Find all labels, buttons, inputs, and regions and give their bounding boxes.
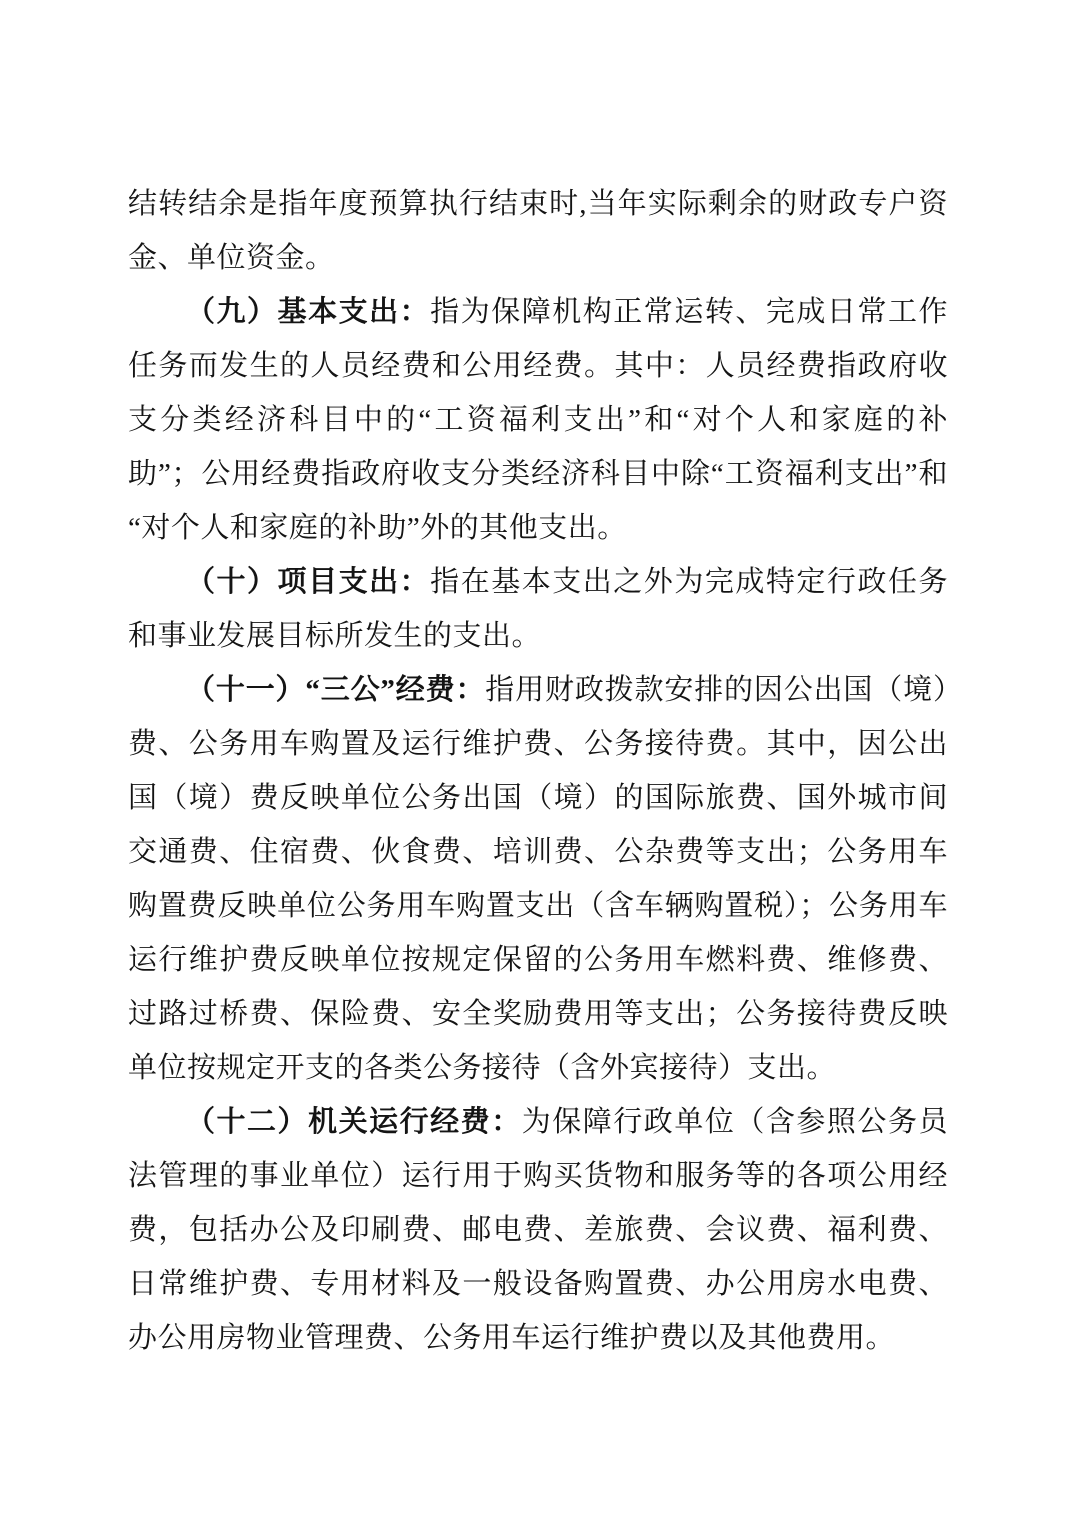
paragraph-body: 指用财政拨款安排的因公出国（境）费、公务用车购置及运行维护费、公务接待费。其中，因公出国（境）费反映单位公务出国（境）的国际旅费、国外城市间交通费、住宿费、伙食费、培训费、公杂费等支出；公务用车购置费反映单位公务用车购置支出（含车辆购置税）；公务用车运行维护费反映单位按规定保留的公务用车燃料费、维修费、过路过桥费、保险费、安全奖励费用等支出；公务接待费反映单位按规定开支的各类公务接待（含外宾接待）支出。 <box>128 674 948 1084</box>
paragraph-carryover <box>128 177 948 285</box>
paragraph-term-label: （十）项目支出： <box>186 566 431 598</box>
paragraph-body: 指为保障机构正常运转、完成日常工作任务而发生的人员经费和公用经费。其中：人员经费指政府收支分类经济科目中的“工资福利支出”和“对个人和家庭的补助”；公用经费指政府收支分类经济科目中除“工资福利支出”和“对个人和家庭的补助”外的其他支出。 <box>128 296 948 544</box>
document-text-block <box>128 177 948 1365</box>
paragraph-term-label: （十一）“三公”经费： <box>186 674 486 706</box>
paragraph-body: 结转结余是指年度预算执行结束时,当年实际剩余的财政专户资金、单位资金。 <box>128 188 948 274</box>
paragraph-term-label: （十二）机关运行经费： <box>186 1106 522 1138</box>
paragraph-item-11-three-public-funds <box>128 663 948 1095</box>
paragraph-item-12-agency-operating-expenses <box>128 1095 948 1365</box>
paragraph-term-label: （九）基本支出： <box>186 296 431 328</box>
paragraph-body: 指在基本支出之外为完成特定行政任务和事业发展目标所发生的支出。 <box>128 566 948 652</box>
paragraph-body: 为保障行政单位（含参照公务员法管理的事业单位）运行用于购买货物和服务等的各项公用经费，包括办公及印刷费、邮电费、差旅费、会议费、福利费、日常维护费、专用材料及一般设备购置费、办公用房水电费、办公用房物业管理费、公务用车运行维护费以及其他费用。 <box>128 1106 948 1354</box>
paragraph-item-10-project-expenditure <box>128 555 948 663</box>
paragraph-item-9-basic-expenditure <box>128 285 948 555</box>
